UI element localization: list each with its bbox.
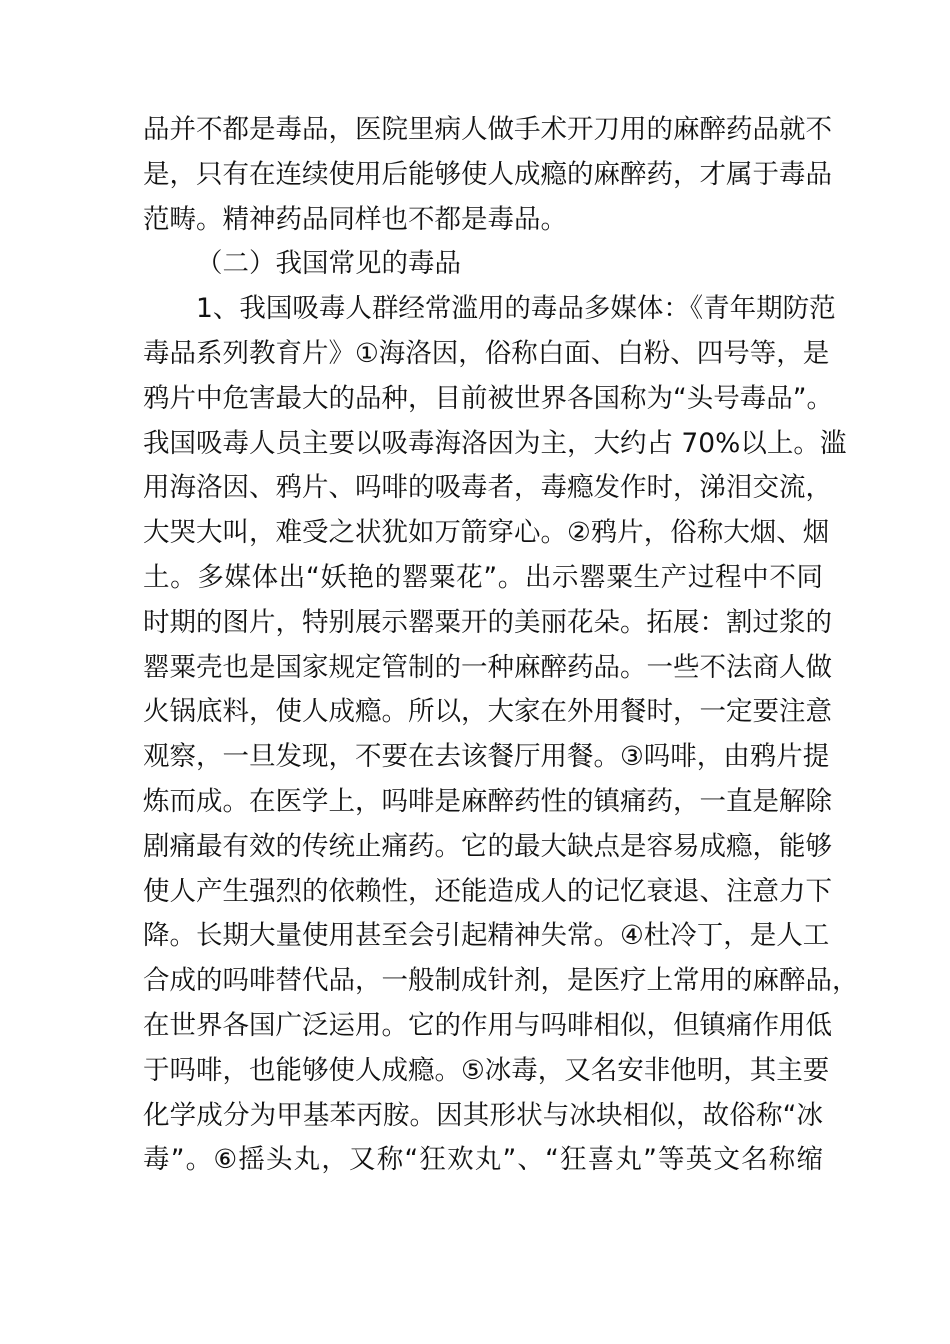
text-line: 毒品系列教育片》①海洛因，俗称白面、白粉、四号等，是 [143,337,830,369]
text-line: 鸦片中危害最大的品种，目前被世界各国称为“头号毒品”。 [143,382,833,414]
text-line: 化学成分为甲基苯丙胺。因其形状与冰块相似，故俗称“冰 [143,1099,823,1131]
text-line: 观察，一旦发现，不要在去该餐厅用餐。③吗啡，由鸦片提 [143,741,830,773]
body-text [143,108,859,1183]
text-line: 是，只有在连续使用后能够使人成瘾的麻醉药，才属于毒品 [143,158,832,190]
text-line: 毒”。⑥摇头丸，又称“狂欢丸”、“狂喜丸”等英文名称缩 [143,1144,823,1176]
text-line: 罂粟壳也是国家规定管制的一种麻醉药品。一些不法商人做 [143,651,832,683]
text-line: 我国吸毒人员主要以吸毒海洛因为主，大约占 70%以上。滥 [143,427,847,459]
text-line: 火锅底料，使人成瘾。所以，大家在外用餐时，一定要注意 [143,696,832,728]
text-line: 剧痛最有效的传统止痛药。它的最大缺点是容易成瘾，能够 [143,830,832,862]
text-line: 用海洛因、鸦片、吗啡的吸毒者，毒瘾发作时，涕泪交流， [143,472,832,504]
text-line: 使人产生强烈的依赖性，还能造成人的记忆衰退、注意力下 [143,875,832,907]
text-line: 范畴。精神药品同样也不都是毒品。 [143,203,567,235]
text-line: 品并不都是毒品，医院里病人做手术开刀用的麻醉药品就不 [143,114,832,145]
text-line: 时期的图片，特别展示罂粟开的美丽花朵。拓展：割过浆的 [143,606,832,638]
text-line: 炼而成。在医学上，吗啡是麻醉药性的镇痛药，一直是解除 [143,785,832,817]
section-heading: （二）我国常见的毒品 [196,248,461,280]
text-line: 在世界各国广泛运用。它的作用与吗啡相似，但镇痛作用低 [143,1009,832,1041]
text-line: 降。长期大量使用甚至会引起精神失常。④杜冷丁，是人工 [143,920,830,952]
text-line: 大哭大叫，难受之状犹如万箭穿心。②鸦片，俗称大烟、烟 [143,517,830,549]
text-line: 土。多媒体出“妖艳的罂粟花”。出示罂粟生产过程中不同 [143,561,823,593]
text-line: 1、我国吸毒人群经常滥用的毒品多媒体：《青年期防范 [196,293,836,325]
text-line: 合成的吗啡替代品，一般制成针剂，是医疗上常用的麻醉品， [143,965,859,997]
text-line: 于吗啡，也能够使人成瘾。⑤冰毒，又名安非他明，其主要 [143,1054,830,1086]
